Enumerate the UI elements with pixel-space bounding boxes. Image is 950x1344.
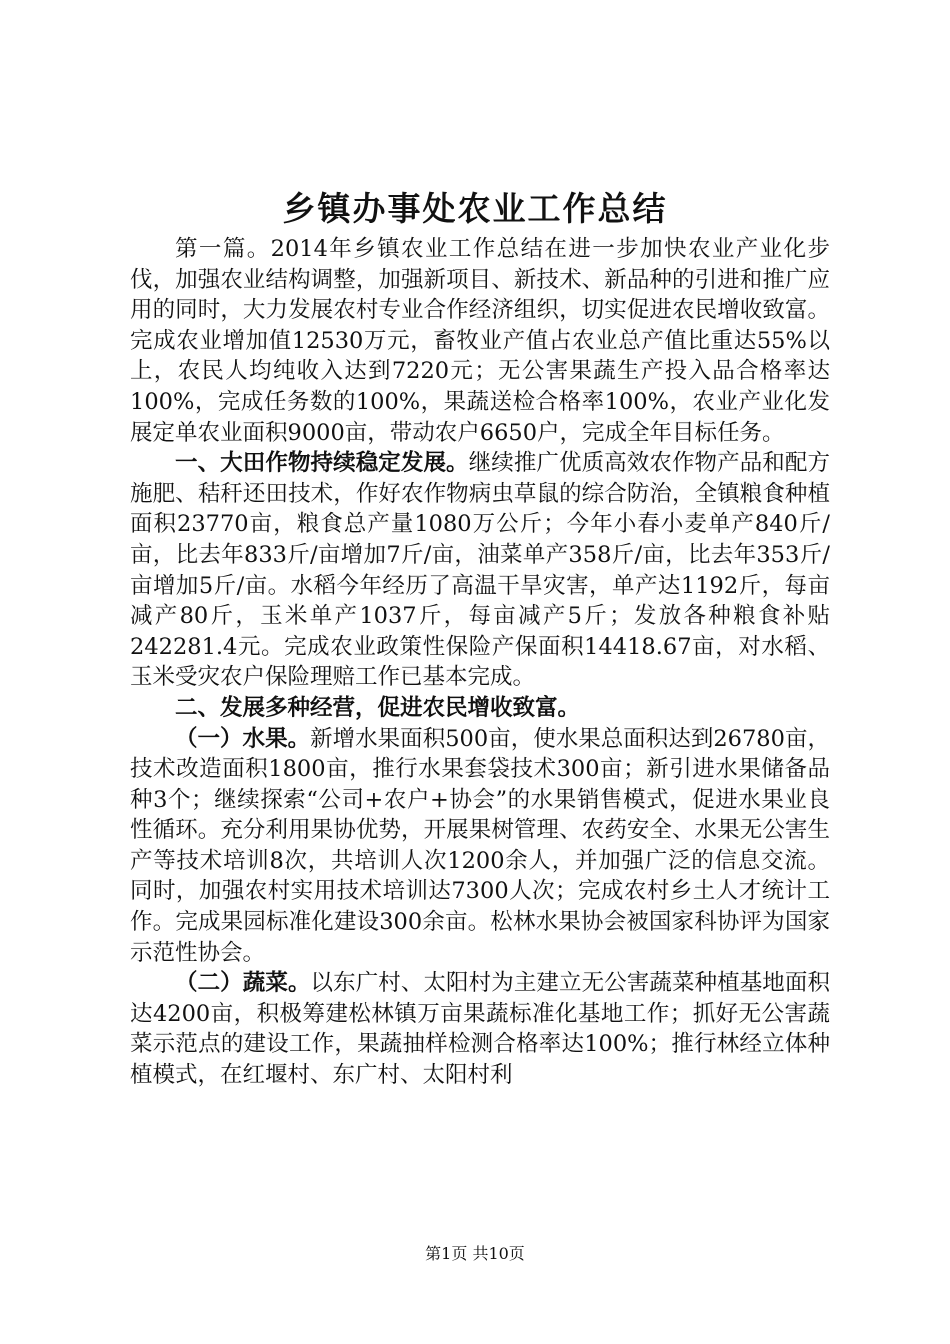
paragraph-text: 继续推广优质高效农作物产品和配方施肥、秸秆还田技术，作好农作物病虫草鼠的综合防治，全镇粮食种植面积23770亩，粮食总产量1080万公斤；今年小春小麦单产840斤/亩，比去年833斤/亩增加7斤/亩，油菜单产358斤/亩，比去年353斤/亩增加5斤/亩。水稻今年经历了高温干旱灾害，单产达1192斤，每亩减产80斤，玉米单产1037斤，每亩减产5斤；发放各种粮食补贴242281.4元。完成农业政策性保险产保面积14418.67亩，对水稻、玉米受灾农户保险理赔工作已基本完成。 <box>130 450 830 691</box>
paragraph-heading: （二）蔬菜。 <box>175 970 311 997</box>
paragraph-heading: 一、大田作物持续稳定发展。 <box>175 450 469 477</box>
paragraph-intro <box>130 234 830 448</box>
paragraph-text: 以东广村、太阳村为主建立无公害蔬菜种植基地面积达4200亩，积极筹建松林镇万亩果蔬标准化基地工作；抓好无公害蔬菜示范点的建设工作，果蔬抽样检测合格率达100%；推行林经立体种植模式，在红堰村、东广村、太阳村利 <box>130 970 830 1089</box>
paragraph-field-crops <box>130 448 830 693</box>
paragraph-fruit <box>130 724 830 969</box>
paragraph-heading: （一）水果。 <box>175 725 311 752</box>
paragraph-text: 第一篇。2014年乡镇农业工作总结在进一步加快农业产业化步伐，加强农业结构调整，加强新项目、新技术、新品种的引进和推广应用的同时，大力发展农村专业合作经济组织，切实促进农民增收致富。完成农业增加值12530万元，畜牧业产值占农业总产值比重达55%以上，农民人均纯收入达到7220元；无公害果蔬生产投入品合格率达100%，完成任务数的100%，果蔬送检合格率100%，农业产业化发展定单农业面积9000亩，带动农户6650户，完成全年目标任务。 <box>130 236 830 446</box>
document-body <box>130 234 830 1091</box>
paragraph-text: 新增水果面积500亩，使水果总面积达到26780亩，技术改造面积1800亩，推行水果套袋技术300亩；新引进水果储备品种3个；继续探索“公司+农户+协会”的水果销售模式，促进水果业良性循环。充分利用果协优势，开展果树管理、农药安全、水果无公害生产等技术培训8次，共培训人次1200余人，并加强广泛的信息交流。同时，加强农村实用技术培训达7300人次；完成农村乡土人才统计工作。完成果园标准化建设300余亩。松林水果协会被国家科协评为国家示范性协会。 <box>130 725 830 966</box>
page-footer: 第1页 共10页 <box>425 1244 525 1263</box>
document-title: 乡镇办事处农业工作总结 <box>282 189 668 228</box>
paragraph-heading: 二、发展多种经营，促进农民增收致富。 <box>175 694 581 721</box>
paragraph-diversified-business <box>130 693 830 724</box>
paragraph-vegetables <box>130 968 830 1090</box>
